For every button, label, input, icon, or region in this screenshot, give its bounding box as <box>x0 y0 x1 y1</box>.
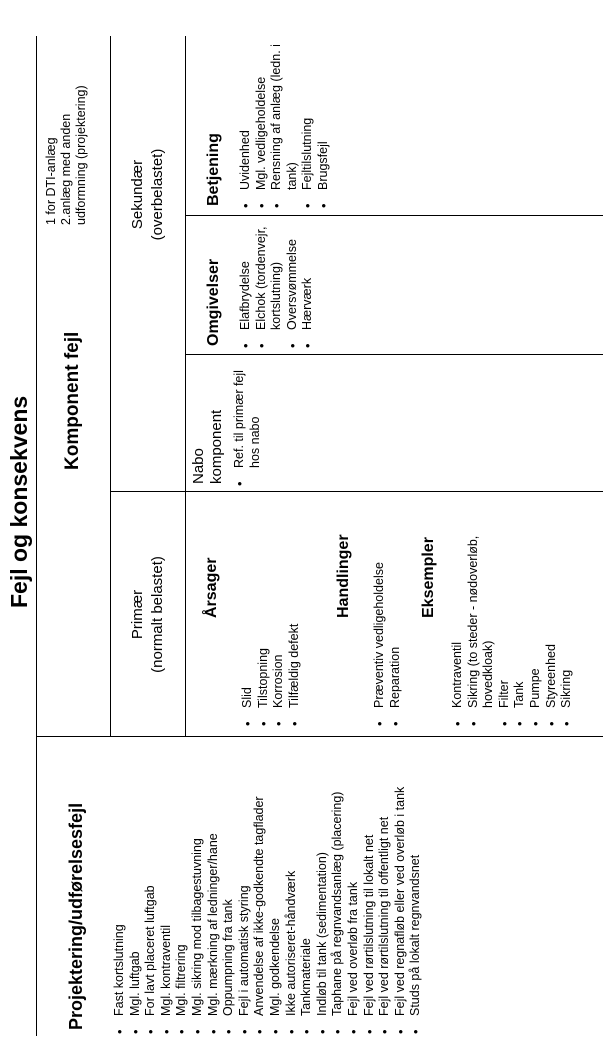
list-item: • Oversvømmelse <box>285 218 301 350</box>
list-item: • Studs på lokalt regnvandsnet <box>408 736 424 1036</box>
betjening-heading: Betjening <box>205 133 222 206</box>
nabo-list <box>232 363 263 488</box>
list-item: • Fejltilslutning <box>300 40 316 210</box>
list-item: • Hærværk <box>300 218 316 350</box>
sekundaer-heading <box>128 36 168 353</box>
list-item: • Mgl. sikring mod tilbagestuvning <box>190 736 206 1036</box>
list-item: • Fejl ved rørtilslutning til offentligt net <box>377 736 393 1036</box>
list-item: • Præventiv vedligeholdelse <box>372 493 388 728</box>
list-item: • Slid <box>240 608 256 728</box>
list-item: • Tilfældig defekt <box>287 608 303 728</box>
primaer-heading-line: Primær <box>129 589 146 640</box>
list-item: • Mgl. vedligeholdelse <box>254 40 270 210</box>
list-item: • Elafbrydelse <box>238 218 254 350</box>
komponent-heading: Komponent fejl <box>62 331 83 470</box>
projektering-list <box>112 736 424 1036</box>
list-item: • Indløb til tank (sedimentation) <box>315 736 331 1036</box>
omgivelser-separator <box>185 215 603 216</box>
list-item: • Mgl. godkendelse <box>268 736 284 1036</box>
list-item: • Tilstopning <box>256 608 272 728</box>
list-item: • Uvidenhed <box>238 40 254 210</box>
primaer-heading <box>128 492 168 737</box>
list-item: • Tankmateriale <box>299 736 315 1036</box>
nabo-separator <box>185 354 603 355</box>
projektering-heading: Projektering/udførelsesfejl <box>66 802 86 1030</box>
omgivelser-list <box>238 218 316 350</box>
nabo-heading <box>190 410 226 484</box>
aarsager-heading: Årsager <box>203 557 220 618</box>
list-item: • Tank <box>512 493 528 728</box>
list-item: • Fejl i automatisk styring <box>237 736 253 1036</box>
diagram-title: Fejl og konsekvens <box>6 395 32 608</box>
list-item: • Brugsfejl <box>316 40 332 210</box>
list-item: • Mgl. filtrering <box>174 736 190 1036</box>
list-item: • Rensning af anlæg (ledn. i tank) <box>269 40 300 210</box>
list-item: • Oppumpning fra tank <box>221 736 237 1036</box>
list-item: • Elchok (tordenvejr, kortslutning) <box>254 218 285 350</box>
note-line: 2.anlæg med anden <box>59 113 73 225</box>
list-item: • Mgl. mærkning af ledninger/hane <box>206 736 222 1036</box>
note <box>44 85 89 225</box>
list-item: • Fejl ved rørtilslutning til lokalt net <box>362 736 378 1036</box>
list-item: • Mgl. luftgab <box>128 736 144 1036</box>
sekundaer-heading-line: Sekundær <box>129 159 146 230</box>
nabo-heading-line: komponent <box>208 409 225 484</box>
handlinger-list <box>372 493 403 728</box>
aarsager-list <box>240 608 302 728</box>
primaer-heading-line: (normalt belastet) <box>149 556 166 673</box>
list-item: • Mgl. kontraventil <box>159 736 175 1036</box>
list-item: • Korrosion <box>271 608 287 728</box>
list-item: • Filter <box>497 493 513 728</box>
list-item: • Fast kortslutning <box>112 736 128 1036</box>
list-item: • Sikring (to steder - nødoverløb, hovedkloak) <box>466 493 497 728</box>
list-item: • For lavt placeret luftgab <box>143 736 159 1036</box>
primaer-separator <box>110 491 603 492</box>
list-item: • Kontraventil <box>450 493 466 728</box>
handlinger-heading: Handlinger <box>335 534 352 618</box>
sekundaer-subseparator <box>185 36 186 492</box>
list-item: • Ref. til primær fejl hos nabo <box>232 363 263 488</box>
eksempler-list <box>450 493 575 728</box>
top-separator <box>36 36 37 1036</box>
list-item: • Sikring <box>559 493 575 728</box>
note-line: udformning (projektering) <box>74 85 88 225</box>
list-item: • Anvendelse af ikke-godkendte tagflader <box>252 736 268 1036</box>
note-line: 1 for DTI-anlæg <box>44 137 58 225</box>
sekundaer-heading-line: (overbelastet) <box>149 148 166 241</box>
list-item: • Pumpe <box>528 493 544 728</box>
list-item: • Taphane på regnvandsanlæg (placering) <box>330 736 346 1036</box>
list-item: • Fejl ved regnafløb eller ved overløb i tank <box>393 736 409 1036</box>
betjening-list <box>238 40 332 210</box>
list-item: • Reparation <box>388 493 404 728</box>
nabo-heading-line: Nabo <box>190 448 207 484</box>
komponent-separator <box>110 36 111 737</box>
list-item: • Ikke autoriseret-håndværk <box>284 736 300 1036</box>
omgivelser-heading: Omgivelser <box>205 258 222 346</box>
eksempler-heading: Eksempler <box>420 537 437 618</box>
primaer-subseparator <box>185 492 186 737</box>
list-item: • Fejl ved overløb fra tank <box>346 736 362 1036</box>
list-item: • Styreenhed <box>544 493 560 728</box>
